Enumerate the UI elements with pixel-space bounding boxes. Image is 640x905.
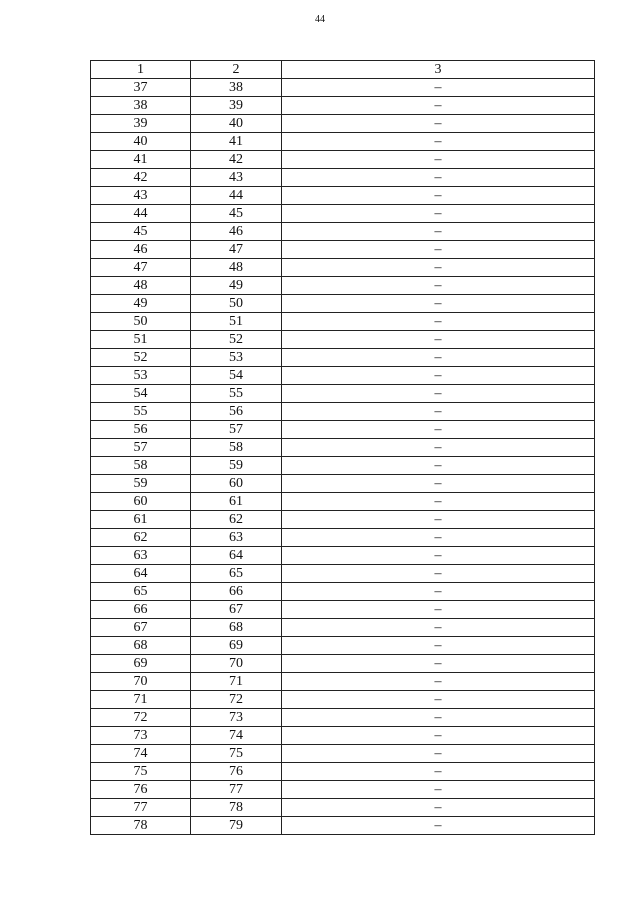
table-cell-col-1: 45: [91, 223, 191, 241]
table-cell-col-1: 63: [91, 547, 191, 565]
table-cell-col-3: –: [282, 151, 595, 169]
table-cell-col-1: 46: [91, 241, 191, 259]
table-cell-col-2: 67: [191, 601, 282, 619]
table-cell-col-2: 44: [191, 187, 282, 205]
table-cell-col-1: 54: [91, 385, 191, 403]
table-row: [91, 817, 595, 835]
table-cell-col-3: –: [282, 223, 595, 241]
table-cell-col-3: –: [282, 241, 595, 259]
table-cell-col-2: 79: [191, 817, 282, 835]
table-cell-col-2: 64: [191, 547, 282, 565]
table-cell-col-2: 63: [191, 529, 282, 547]
table-cell-col-3: –: [282, 439, 595, 457]
table-cell-col-2: 53: [191, 349, 282, 367]
table-cell-col-1: 38: [91, 97, 191, 115]
table-row: [91, 115, 595, 133]
table-cell-col-2: 49: [191, 277, 282, 295]
table-cell-col-3: –: [282, 799, 595, 817]
table-row: [91, 385, 595, 403]
table-row: [91, 511, 595, 529]
table-row: [91, 547, 595, 565]
table-cell-col-2: 69: [191, 637, 282, 655]
table-cell-col-3: –: [282, 601, 595, 619]
table-cell-col-3: –: [282, 313, 595, 331]
table-cell-col-2: 48: [191, 259, 282, 277]
table-row: [91, 475, 595, 493]
table-cell-col-2: 54: [191, 367, 282, 385]
table-cell-col-3: –: [282, 421, 595, 439]
table-cell-col-1: 70: [91, 673, 191, 691]
table-row: [91, 493, 595, 511]
table-cell-col-3: –: [282, 115, 595, 133]
table-cell-col-2: 38: [191, 79, 282, 97]
table-cell-col-2: 39: [191, 97, 282, 115]
table-cell-col-1: 62: [91, 529, 191, 547]
table-row: [91, 259, 595, 277]
table-cell-col-3: –: [282, 277, 595, 295]
table-cell-col-3: –: [282, 619, 595, 637]
table-cell-col-1: 55: [91, 403, 191, 421]
table-cell-col-1: 60: [91, 493, 191, 511]
table-cell-col-2: 52: [191, 331, 282, 349]
table-cell-col-3: –: [282, 673, 595, 691]
table-cell-col-3: –: [282, 295, 595, 313]
table-cell-col-2: 50: [191, 295, 282, 313]
table-cell-col-1: 72: [91, 709, 191, 727]
table-cell-col-1: 41: [91, 151, 191, 169]
table-cell-col-2: 47: [191, 241, 282, 259]
table-row: [91, 565, 595, 583]
table-row: [91, 421, 595, 439]
table-cell-col-1: 73: [91, 727, 191, 745]
table-cell-col-3: –: [282, 169, 595, 187]
table-row: [91, 457, 595, 475]
table-row: [91, 619, 595, 637]
table-cell-col-3: –: [282, 187, 595, 205]
table-cell-col-1: 59: [91, 475, 191, 493]
table-cell-col-3: –: [282, 709, 595, 727]
table-cell-col-1: 57: [91, 439, 191, 457]
table-row: [91, 349, 595, 367]
table-cell-col-3: –: [282, 583, 595, 601]
table-cell-col-3: –: [282, 781, 595, 799]
table-cell-col-1: 44: [91, 205, 191, 223]
table-row: [91, 439, 595, 457]
table-cell-col-1: 68: [91, 637, 191, 655]
table-row: [91, 529, 595, 547]
table-cell-col-1: 76: [91, 781, 191, 799]
table-row: [91, 205, 595, 223]
table-cell-col-1: 47: [91, 259, 191, 277]
table-cell-col-2: 58: [191, 439, 282, 457]
table-cell-col-2: 46: [191, 223, 282, 241]
table-cell-col-1: 52: [91, 349, 191, 367]
table-row: [91, 133, 595, 151]
table-cell-col-3: –: [282, 493, 595, 511]
table-cell-col-1: 53: [91, 367, 191, 385]
table-row: [91, 187, 595, 205]
table-cell-col-2: 60: [191, 475, 282, 493]
table-cell-col-2: 68: [191, 619, 282, 637]
table-cell-col-1: 64: [91, 565, 191, 583]
table-row: [91, 709, 595, 727]
table-cell-col-1: 58: [91, 457, 191, 475]
table-cell-col-3: –: [282, 475, 595, 493]
table-row: [91, 79, 595, 97]
table-cell-col-1: 65: [91, 583, 191, 601]
table-cell-col-2: 51: [191, 313, 282, 331]
table-cell-col-3: –: [282, 367, 595, 385]
table-cell-col-3: –: [282, 97, 595, 115]
table-cell-col-2: 66: [191, 583, 282, 601]
page-number: 44: [315, 14, 325, 25]
table-cell-col-1: 51: [91, 331, 191, 349]
table-cell-col-2: 75: [191, 745, 282, 763]
table-cell-col-2: 77: [191, 781, 282, 799]
table-cell-col-3: –: [282, 511, 595, 529]
table-row: [91, 601, 595, 619]
table-row: [91, 151, 595, 169]
table-cell-col-1: 48: [91, 277, 191, 295]
table-row: [91, 97, 595, 115]
table-row: [91, 169, 595, 187]
table-row: [91, 727, 595, 745]
table-row: [91, 331, 595, 349]
table-cell-col-1: 56: [91, 421, 191, 439]
table-cell-col-2: 62: [191, 511, 282, 529]
table-cell-col-3: –: [282, 403, 595, 421]
table-cell-col-2: 56: [191, 403, 282, 421]
table-row: [91, 781, 595, 799]
table-cell-col-1: 75: [91, 763, 191, 781]
table-row: [91, 745, 595, 763]
table-cell-col-1: 43: [91, 187, 191, 205]
table-cell-col-1: 67: [91, 619, 191, 637]
table-cell-col-3: –: [282, 349, 595, 367]
table-row: [91, 295, 595, 313]
table-cell-col-3: –: [282, 727, 595, 745]
table-cell-col-2: 45: [191, 205, 282, 223]
table-cell-col-3: –: [282, 745, 595, 763]
table-row: [91, 655, 595, 673]
table-cell-col-1: 39: [91, 115, 191, 133]
table-cell-col-1: 42: [91, 169, 191, 187]
table-cell-col-3: –: [282, 133, 595, 151]
table-row: [91, 763, 595, 781]
table-cell-col-1: 66: [91, 601, 191, 619]
table-cell-col-1: 40: [91, 133, 191, 151]
table-row: [91, 313, 595, 331]
table-cell-col-1: 78: [91, 817, 191, 835]
table-cell-col-3: –: [282, 529, 595, 547]
table-cell-col-1: 71: [91, 691, 191, 709]
table-cell-col-2: 76: [191, 763, 282, 781]
table-cell-col-2: 41: [191, 133, 282, 151]
table-cell-col-3: –: [282, 691, 595, 709]
table-cell-col-2: 71: [191, 673, 282, 691]
table-cell-col-3: –: [282, 763, 595, 781]
table-cell-col-2: 73: [191, 709, 282, 727]
table-cell-col-3: –: [282, 565, 595, 583]
table-cell-col-3: –: [282, 817, 595, 835]
table-row: [91, 403, 595, 421]
table-header: [91, 61, 595, 79]
table-cell-col-1: 49: [91, 295, 191, 313]
table-cell-col-3: –: [282, 385, 595, 403]
table-row: [91, 673, 595, 691]
table-cell-col-2: 43: [191, 169, 282, 187]
table-cell-col-2: 57: [191, 421, 282, 439]
header-cell-3: 3: [282, 61, 595, 79]
table-row: [91, 223, 595, 241]
table-cell-col-1: 61: [91, 511, 191, 529]
table-cell-col-3: –: [282, 655, 595, 673]
table-row: [91, 277, 595, 295]
data-table: [90, 60, 595, 835]
table-cell-col-2: 72: [191, 691, 282, 709]
table-row: [91, 691, 595, 709]
table-row: [91, 583, 595, 601]
table-cell-col-1: 69: [91, 655, 191, 673]
table-row: [91, 637, 595, 655]
table-cell-col-3: –: [282, 637, 595, 655]
table-cell-col-1: 50: [91, 313, 191, 331]
table-cell-col-2: 74: [191, 727, 282, 745]
table-cell-col-1: 37: [91, 79, 191, 97]
table-row: [91, 367, 595, 385]
table-cell-col-3: –: [282, 79, 595, 97]
table-cell-col-2: 70: [191, 655, 282, 673]
header-cell-2: 2: [191, 61, 282, 79]
table-cell-col-1: 77: [91, 799, 191, 817]
table-cell-col-1: 74: [91, 745, 191, 763]
table-row: [91, 241, 595, 259]
table-cell-col-3: –: [282, 457, 595, 475]
table-cell-col-2: 55: [191, 385, 282, 403]
header-cell-1: 1: [91, 61, 191, 79]
table-cell-col-3: –: [282, 331, 595, 349]
table-cell-col-3: –: [282, 205, 595, 223]
table-cell-col-2: 40: [191, 115, 282, 133]
table-cell-col-2: 61: [191, 493, 282, 511]
table-row: [91, 799, 595, 817]
table-cell-col-2: 78: [191, 799, 282, 817]
table-body: [91, 79, 595, 835]
table-cell-col-3: –: [282, 259, 595, 277]
header-row: [91, 61, 595, 79]
table-cell-col-2: 59: [191, 457, 282, 475]
table-cell-col-2: 42: [191, 151, 282, 169]
table-cell-col-3: –: [282, 547, 595, 565]
table-cell-col-2: 65: [191, 565, 282, 583]
